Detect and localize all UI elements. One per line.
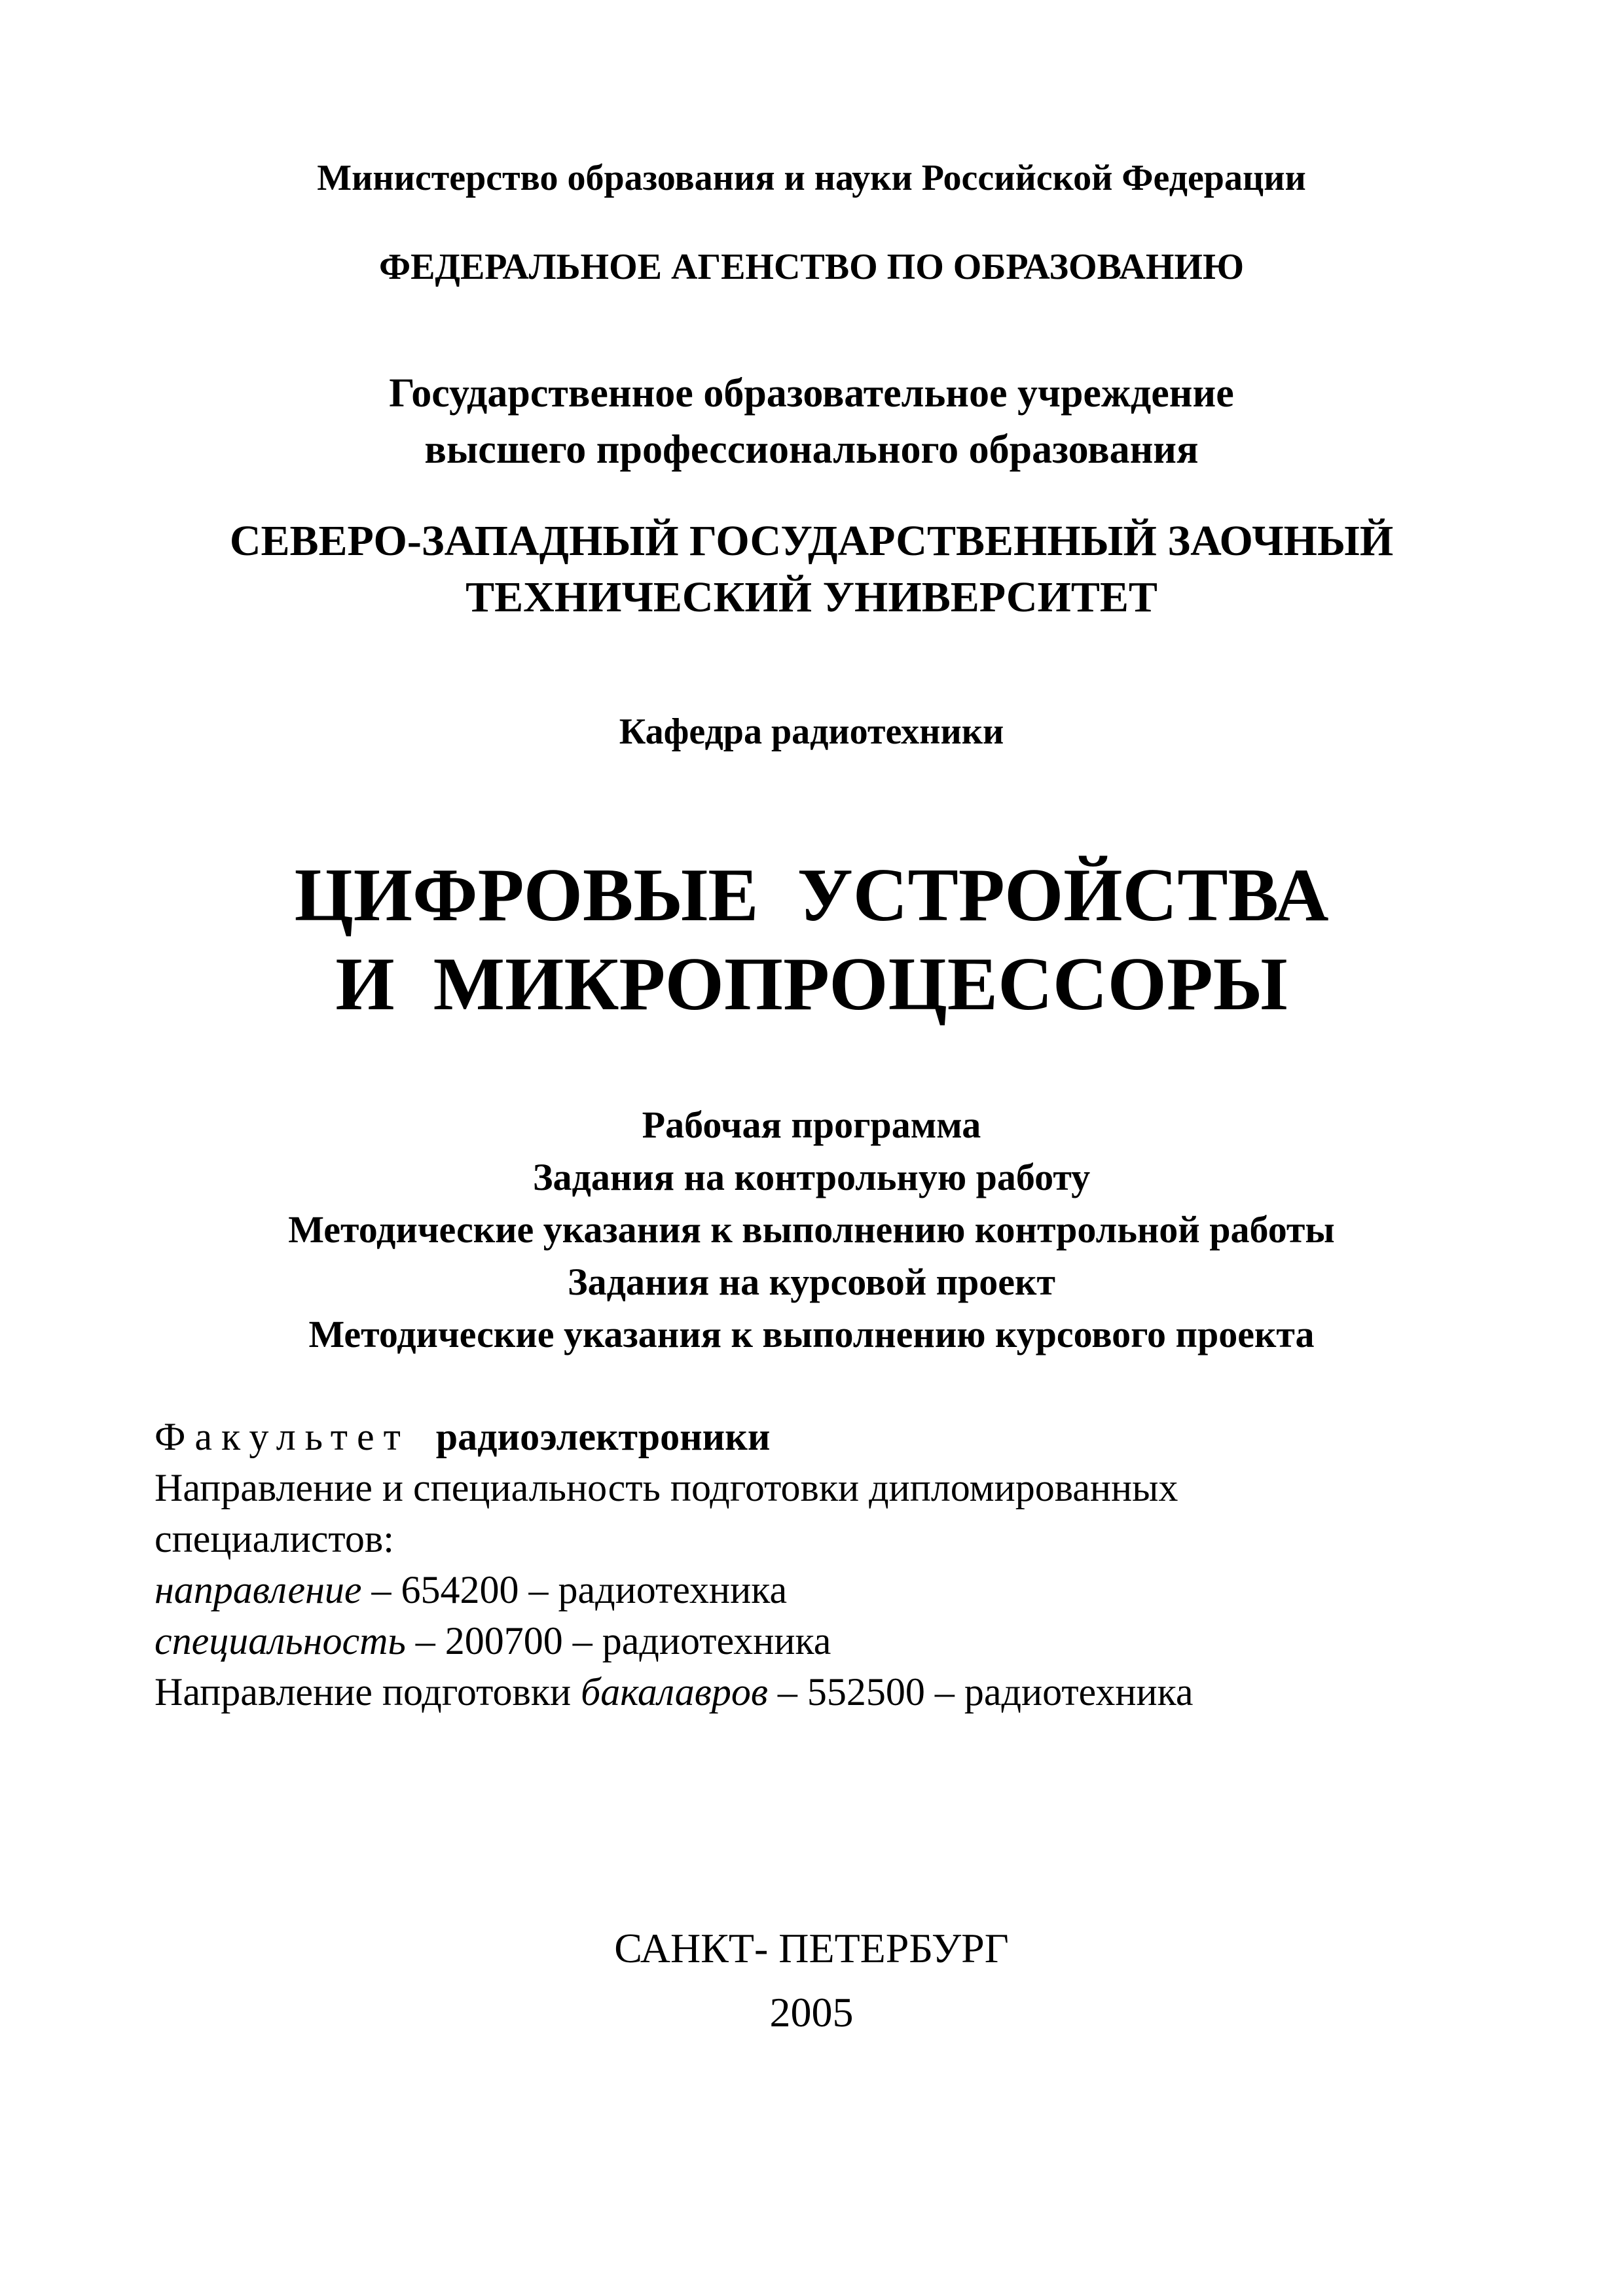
contents-item: Задания на контрольную работу <box>532 1156 1091 1198</box>
specialty-label: специальность <box>155 1619 406 1662</box>
contents-item: Методические указания к выполнению контрольной работы <box>288 1208 1335 1251</box>
specialty-line <box>155 1615 1194 1666</box>
institution-line-2: высшего профессионального образования <box>424 427 1199 472</box>
document-title-line-2: И МИКРОПРОЦЕССОРЫ <box>335 942 1288 1026</box>
city: САНКТ- ПЕТЕРБУРГ <box>614 1925 1009 1971</box>
contents-item: Методические указания к выполнению курсового проекта <box>308 1313 1315 1355</box>
direction-intro-line-1: Направление и специальность подготовки дипломированных <box>155 1466 1178 1509</box>
faculty-label: Факультет <box>155 1415 410 1458</box>
direction-line <box>155 1564 1194 1615</box>
contents-item: Рабочая программа <box>642 1103 981 1146</box>
bachelor-line <box>155 1666 1194 1717</box>
year: 2005 <box>769 1989 854 2036</box>
faculty-name: радиоэлектроники <box>435 1415 771 1458</box>
department-name: Кафедра радиотехники <box>619 711 1004 752</box>
direction-label: направление <box>155 1568 362 1611</box>
university-name-line-2: ТЕХНИЧЕСКИЙ УНИВЕРСИТЕТ <box>465 573 1158 621</box>
document-title-line-1: ЦИФРОВЫЕ УСТРОЙСТВА <box>294 853 1329 937</box>
direction-intro-line-2: специалистов: <box>155 1517 394 1560</box>
bachelor-value: – 552500 – радиотехника <box>767 1670 1194 1713</box>
university-name-line-1: СЕВЕРО-ЗАПАДНЫЙ ГОСУДАРСТВЕННЫЙ ЗАОЧНЫЙ <box>229 517 1394 565</box>
direction-value: – 654200 – радиотехника <box>361 1568 788 1611</box>
institution-line-1: Государственное образовательное учреждение <box>389 371 1234 416</box>
contents-item: Задания на курсовой проект <box>568 1261 1055 1303</box>
faculty-line <box>155 1411 1194 1462</box>
bachelor-prefix: Направление подготовки <box>155 1670 581 1713</box>
agency-name: ФЕДЕРАЛЬНОЕ АГЕНСТВО ПО ОБРАЗОВАНИЮ <box>378 247 1245 287</box>
specialty-value: – 200700 – радиотехника <box>405 1619 831 1662</box>
ministry-name: Министерство образования и науки Российской Федерации <box>317 158 1306 198</box>
bachelor-label: бакалавров <box>581 1670 768 1713</box>
faculty-info <box>155 1411 1194 1717</box>
